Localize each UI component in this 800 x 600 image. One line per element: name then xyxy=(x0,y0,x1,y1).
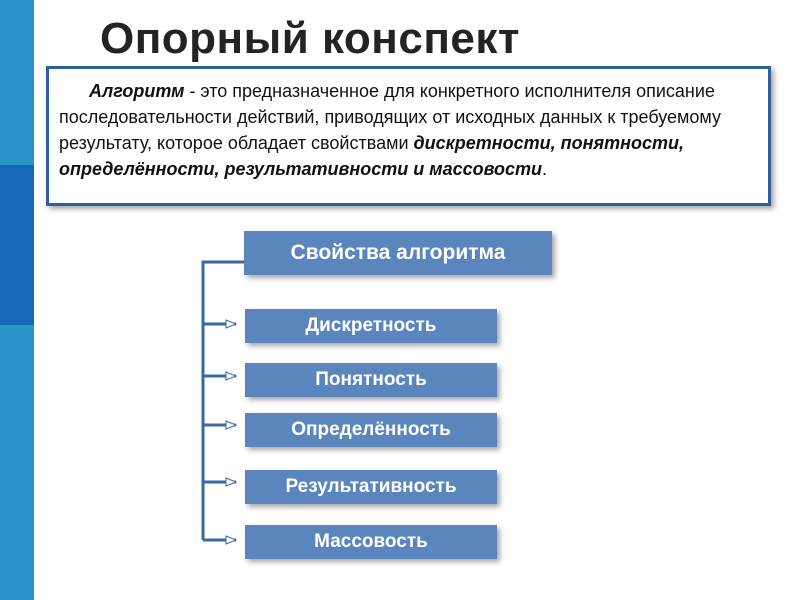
diagram-node-determinacy: Определённость xyxy=(245,413,497,447)
definition-text: - это предназначенное для конкретного исполнителя описание последовательности действий, приводящих от исходных данных к требуемому результату, которое обладает свойствами xyxy=(59,81,722,153)
arrow-right-icon xyxy=(226,478,236,486)
diagram-node-discreteness: Дискретность xyxy=(245,309,497,343)
connector-root xyxy=(203,262,244,540)
diagram-node-effectiveness: Результативность xyxy=(245,470,497,504)
definition-term: Алгоритм xyxy=(89,81,185,101)
diagram-node-clarity: Понятность xyxy=(245,363,497,397)
arrow-right-icon xyxy=(226,421,236,429)
diagram-root-node: Свойства алгоритма xyxy=(244,231,552,275)
page-title: Опорный конспект xyxy=(100,14,520,63)
diagram-node-massiveness: Массовость xyxy=(245,525,497,559)
definition-end: . xyxy=(542,159,548,179)
arrow-right-icon xyxy=(226,320,236,328)
definition-properties: дискретности, понятности, определённости, результативности и массовости xyxy=(59,133,685,179)
arrow-right-icon xyxy=(226,372,236,380)
arrow-right-icon xyxy=(226,536,236,544)
